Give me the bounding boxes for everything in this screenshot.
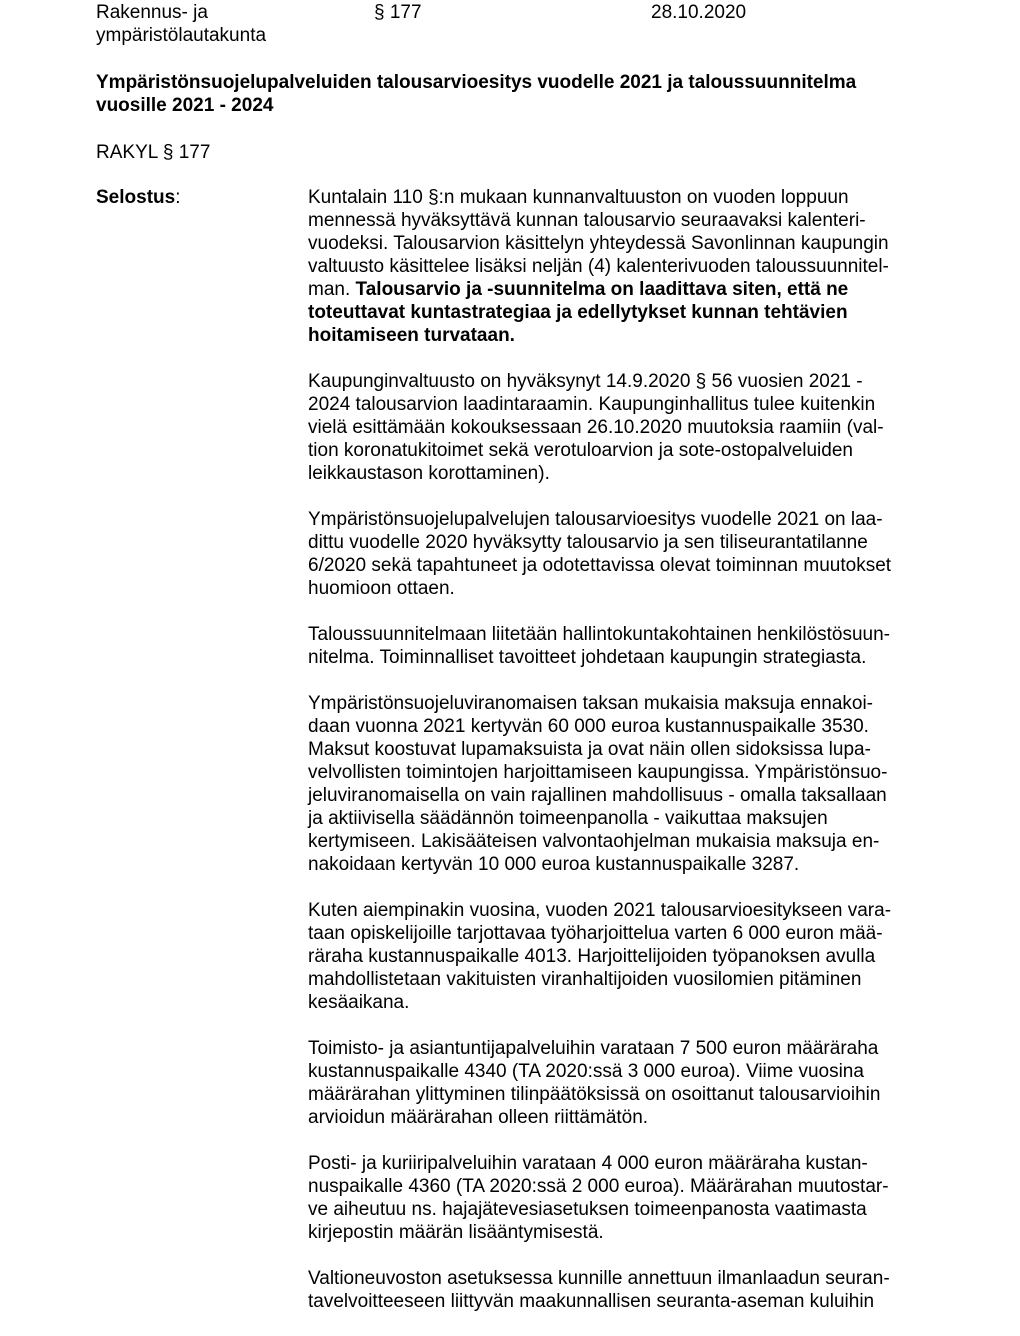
paragraph-7: Toimisto- ja asiantuntijapalveluihin varataan 7 500 euron määräraha kustannuspaikalle 4340 (TA 2020:ssä 3 000 euroa). Viime vuosina määrärahan ylittyminen tilinpäätöksissä on osoittanut talousarvioihin arvioidun määrärahan olleen riittämätön. bbox=[308, 1038, 881, 1128]
document-title: Ympäristönsuojelupalveluiden talousarvioesitys vuodelle 2021 ja taloussuunnitelma vuosille 2021 - 2024 bbox=[96, 72, 857, 116]
body-text bbox=[308, 186, 932, 1336]
meeting-date: 28.10.2020 bbox=[651, 2, 747, 23]
paragraph-2: Kaupunginvaltuusto on hyväksynyt 14.9.2020 § 56 vuosien 2021 - 2024 talousarvion laadintaraamin. Kaupunginhallitus tulee kuitenkin vielä esittämään kokouksessaan 26.10.2020 muutoksia raamiin (val- tion koronatukitoimet sekä verotuloarvion ja sote-ostopalveluiden leikkaustason korottaminen). bbox=[308, 371, 884, 484]
paragraph-6: Kuten aiempinakin vuosina, vuoden 2021 talousarvioesitykseen vara- taan opiskelijoille tarjottavaa työharjoittelua varten 6 000 euron mää- räraha kustannuspaikalle 4013. Harjoittelijoiden työpanoksen avulla mahdollistetaan vakituisten viranhaltijoiden vuosilomien pitäminen kesäaikana. bbox=[308, 900, 892, 1013]
selostus-label-text: Selostus bbox=[96, 187, 176, 208]
selostus-label bbox=[96, 186, 180, 209]
paragraph-1-bold: Talousarvio ja -suunnitelma on laadittava siten, että ne toteuttavat kuntastrategiaa ja edellytykset kunnan tehtävien hoitamiseen turvataan. bbox=[308, 279, 849, 346]
paragraph-1 bbox=[308, 186, 932, 347]
committee-name: Rakennus- ja ympäristölautakunta bbox=[96, 2, 267, 46]
paragraph-1-text: Kuntalain 110 §:n mukaan kunnanvaltuuston on vuoden loppuun mennessä hyväksyttävä kunnan talousarvio seuraavaksi kalenteri- vuodeksi. Talousarvion käsittelyn yhteydessä Savonlinnan kaupungin valtuusto käsittelee lisäksi neljän (4) kalenterivuoden taloussuunnitel- man. bbox=[308, 187, 889, 300]
paragraph-9: Valtioneuvoston asetuksessa kunnille annettuun ilmanlaadun seuran- tavelvoitteeseen liittyvän maakunnallisen seuranta-aseman kuluihin bbox=[308, 1268, 890, 1312]
paragraph-5: Ympäristönsuojeluviranomaisen taksan mukaisia maksuja ennakoi- daan vuonna 2021 kertyvän 60 000 euroa kustannuspaikalle 3530. Maksut koostuvat lupamaksuista ja ovat näin ollen sidoksissa lupa- velvollisten toimintojen harjoittamiseen kaupungissa. Ympäristönsuo- jeluviranomaisella on vain rajallinen mahdollisuus - omalla taksallaan ja aktiivisella säädännön toimeenpanolla - vaikuttaa maksujen kertymiseen. Lakisääteisen valvontaohjelman mukaisia maksuja en- nakoidaan kertyvän 10 000 euroa kustannuspaikalle 3287. bbox=[308, 693, 888, 875]
selostus-label-colon: : bbox=[175, 187, 181, 208]
paragraph-3: Ympäristönsuojelupalvelujen talousarvioesitys vuodelle 2021 on laa- dittu vuodelle 2020 hyväksytty talousarvio ja sen tiliseurantatilanne 6/2020 sekä tapahtuneet ja odotettavissa olevat toiminnan muutokset huomioon ottaen. bbox=[308, 509, 892, 599]
paragraph-8: Posti- ja kuriiripalveluihin varataan 4 000 euron määräraha kustan- nuspaikalle 4360 (TA 2020:ssä 2 000 euroa). Määrärahan muutostar- ve aiheutuu ns. hajajätevesiasetuksen toimeenpanosta vaatimasta kirjepostin määrän lisääntymisestä. bbox=[308, 1153, 889, 1243]
paragraph-4: Taloussuunnitelmaan liitetään hallintokuntakohtainen henkilöstösuun- nitelma. Toiminnalliset tavoitteet johdetaan kaupungin strategiasta. bbox=[308, 624, 891, 668]
section-number: § 177 bbox=[374, 2, 422, 23]
section-reference: RAKYL § 177 bbox=[96, 142, 211, 163]
